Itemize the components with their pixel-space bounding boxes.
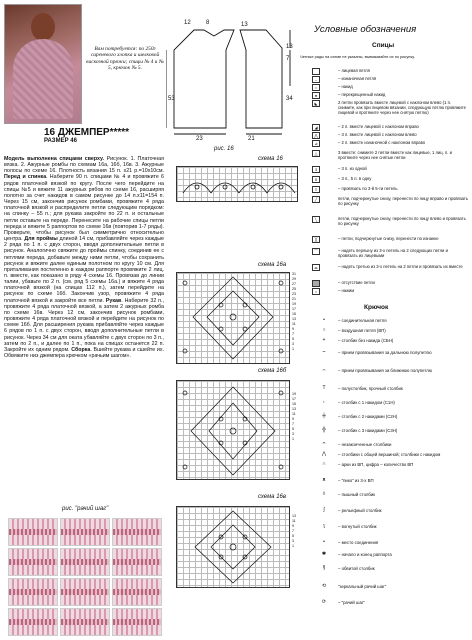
assembly-text: . Вшейте рукава и сшейте их. Обвяжите низ джемпера крючком «рачьим шагом». bbox=[4, 346, 164, 359]
model-head bbox=[31, 13, 55, 41]
legend-item: △ 3 вместе: снимите 2 петли вместе как лицевые, 1 лиц. п. и протяните через нее снятые петли bbox=[312, 150, 470, 162]
row-num: 9 bbox=[292, 417, 294, 421]
cluster-icon: ⋀ bbox=[321, 451, 327, 457]
crab-stitch-icon: ⟳ bbox=[321, 599, 327, 605]
mirror-crab-icon: ⟲ bbox=[321, 583, 327, 589]
purl-stitch-icon: – bbox=[312, 76, 320, 83]
figure-16-caption: рис. 16 bbox=[214, 146, 234, 152]
legend-item: ⌒ – надеть перлыну из 3-х петель на 2 следующих петли и провязать их лицевыми bbox=[314, 248, 448, 258]
row-num: 11 bbox=[292, 519, 296, 523]
row-num: 25 bbox=[292, 287, 296, 291]
row-num: 3 bbox=[292, 342, 294, 346]
repeat-marker-icon: ✱ bbox=[321, 551, 327, 557]
model-title: 16 ДЖЕМПЕР***** bbox=[44, 127, 130, 138]
treble-crochet-icon: ╪ bbox=[322, 413, 326, 419]
front-loop-icon: ⌢ bbox=[322, 367, 326, 373]
row-num: 5 bbox=[292, 534, 294, 538]
crab-step-9 bbox=[112, 578, 162, 606]
cable-right-icon: ╱ bbox=[312, 196, 320, 203]
crab-stitch-illustrations bbox=[4, 514, 164, 636]
cable-left-icon: ╲ bbox=[312, 216, 320, 223]
crab-step-6 bbox=[112, 548, 162, 576]
instructions-text bbox=[4, 156, 164, 359]
five-in-one-icon: 5 bbox=[312, 176, 320, 183]
sleeve-piece bbox=[240, 30, 282, 128]
crab-step-11 bbox=[60, 608, 110, 636]
row-num: 1 bbox=[292, 437, 294, 441]
double-crochet-icon: ₜ bbox=[323, 399, 325, 405]
ssk-left-icon: ◣ bbox=[312, 100, 320, 107]
crochet-item: ⌣ – прием провязывания за дальнюю полупетлю bbox=[316, 350, 470, 362]
model-sweater bbox=[13, 39, 73, 119]
row-num: 3 bbox=[292, 432, 294, 436]
join-point-icon: • bbox=[323, 539, 325, 545]
schema-16a-motifs bbox=[177, 273, 289, 363]
schema-16a-grid bbox=[176, 272, 290, 364]
dim-13-top: 13 bbox=[241, 22, 248, 28]
armhole-text: длиной 14 см, прибавляйте через каждые 2 ряда по 1 п. с двух сторон, вводя дополнительные петли в рисунок. Аналогично свяжите до проймы спинку, соединив ее с петлями переда, добавьте между ними петли, чтобы сохранить рисунок и вяжите далее единым полотном по кругу 10 см. Для приталивания постепенно в каждом раппорте провяжите 2 лиц. п. вместе, как показано в ряду 4 схемы 16. Провязав до линии талии, убавьте по 2 п. (см. ряд 5 схемы 16а.) и вяжите 4 ряда платочной вязкой (на спицах 112 п.), затем перейдите на рисунок по схеме 16б. Закончив узор, провяжите 4 ряда платочной вязкой и закройте все петли. bbox=[4, 236, 164, 304]
schema-16b-motifs bbox=[177, 381, 289, 479]
crab-step-12 bbox=[112, 608, 162, 636]
row-num: 9 bbox=[292, 524, 294, 528]
schema-16v-row-numbers bbox=[292, 514, 304, 549]
schema-16b-grid bbox=[176, 380, 290, 480]
legend-title: Условные обозначения bbox=[314, 24, 417, 35]
row-num: 5 bbox=[292, 337, 294, 341]
materials-note: Вам потребуется: по 250г сиреневого хлопка и шелковой вискозной пряжи; спицы № 4 и № 5, крючок № 5. bbox=[86, 46, 164, 72]
row-num: 13 bbox=[292, 317, 296, 321]
double-treble-icon: ╬ bbox=[322, 427, 326, 433]
crab-step-8 bbox=[60, 578, 110, 606]
intro-heading: Модель выполнена спицами сверху. bbox=[4, 156, 104, 162]
crab-step-2 bbox=[60, 518, 110, 546]
crab-step-1 bbox=[8, 518, 58, 546]
schema-16b-row-numbers bbox=[292, 392, 304, 442]
schema-16-grid bbox=[176, 166, 298, 202]
crab-step-5 bbox=[60, 548, 110, 576]
single-crochet-icon: + bbox=[322, 337, 326, 343]
dim-53: 53 bbox=[168, 96, 175, 102]
row-num: 19 bbox=[292, 302, 296, 306]
schema-16a-title: схема 16а bbox=[258, 262, 287, 268]
unfinished-stitches-icon: ᴖ bbox=[322, 441, 326, 447]
legend-item: ⌓ – надеть третью из 3-х петель на 2 петли и провязать их вместе bbox=[312, 264, 470, 276]
back-loop-icon: ⌣ bbox=[322, 349, 326, 355]
central-double-decrease-icon: △ bbox=[312, 150, 320, 157]
schema-16a-row-numbers bbox=[292, 272, 304, 352]
pattern-schematic bbox=[166, 16, 306, 146]
front-back-heading: Перед и спинка bbox=[4, 174, 47, 181]
knitting-legend-title: Спицы bbox=[372, 42, 395, 49]
legend-note: Четные ряды на схеме не указаны, вывязывайте их по рисунку. bbox=[300, 54, 415, 59]
three-from-one-icon: 3 bbox=[312, 166, 320, 173]
pass-over-icon: ⌒ bbox=[314, 249, 318, 254]
cable-purl-icon: ╳ bbox=[312, 236, 320, 243]
yarn-over-icon: ○ bbox=[312, 84, 320, 91]
crossed-yarn-over-icon: ᴥ bbox=[312, 92, 320, 99]
assembly-heading: Сборка bbox=[71, 346, 91, 353]
three-of-five-icon: ≡ bbox=[312, 186, 320, 193]
intro-text: Рисунок. 1. Платочная вязка. 2. Ажурные ромбы по схемам 16а, 16б, 16в. 3. Ажурные полосы по схеме 16. Плотность вязания 15 п. х21 р.=10х10см. bbox=[4, 156, 164, 175]
legend-item: ◣ 2 петли провязать вместе лицевой с наклоном влево (1 п. снимите, как при лицевом вязании, следующую петлю провяжите лицевой и протяните через нее снятую петлю) bbox=[312, 100, 470, 116]
third-over-icon: ⌓ bbox=[312, 264, 320, 271]
row-num: 15 bbox=[292, 312, 296, 316]
model-size: РАЗМЕР 46 bbox=[44, 138, 77, 144]
row-num: 7 bbox=[292, 422, 294, 426]
row-num: 9 bbox=[292, 327, 294, 331]
picot-icon: ᴥ bbox=[322, 477, 326, 483]
row-num: 31 bbox=[292, 272, 296, 276]
row-num: 11 bbox=[292, 322, 296, 326]
dim-34: 34 bbox=[286, 96, 293, 102]
row-num: 15 bbox=[292, 402, 296, 406]
crab-step-7 bbox=[8, 578, 58, 606]
row-num: 11 bbox=[292, 412, 296, 416]
legend-item: ╲ петли, подчеркнутые снизу, перенести по лицу влево и провязать по рисунку bbox=[312, 216, 470, 228]
knit-stitch-icon bbox=[312, 68, 320, 75]
row-num: 17 bbox=[292, 307, 296, 311]
puff-stitch-icon: ◊ bbox=[322, 491, 326, 497]
dim-21: 21 bbox=[248, 136, 255, 142]
body-piece bbox=[174, 30, 234, 128]
sleeve-text: . Наберите 32 п., провяжите 4 ряда платочной вязкой, а затем 2 ажурных ромба по схеме 16в. Через 12 см, закончив рисунок ромбами, провяжите 4 ряда платочной вязкой и перейдите на рисунок по схеме 16б. Для расширения рукава прибавляйте через каждые 6 рядов по 1 п. с двух сторон, вводя дополнительные петли в рисунок. Через 34 см для оката убавляйте с двух сторон по 3 п., затем по 2 п., и далее по 1 п., пока на спицах останется 22 п. Закройте их одним рядом. bbox=[4, 297, 164, 353]
sleeve-heading: Рукав bbox=[105, 297, 122, 304]
wrapped-stitch-icon: § bbox=[322, 565, 326, 571]
dim-23: 23 bbox=[196, 136, 203, 142]
row-num: 13 bbox=[292, 514, 296, 518]
chain-arch-icon: ∩ bbox=[322, 461, 326, 467]
armhole-heading: Для проймы bbox=[24, 236, 58, 243]
k2tog-right-icon: ◢ bbox=[312, 124, 320, 131]
dim-12: 12 bbox=[184, 20, 191, 26]
schema-16v-motifs bbox=[177, 507, 289, 587]
relief-stitch-icon: ʃ bbox=[323, 507, 325, 513]
crab-step-10 bbox=[8, 608, 58, 636]
legend-item: ╱ петли, подчеркнутые снизу, перенести по лицу вправо и провязать по рисунку bbox=[312, 196, 470, 208]
crab-step-4 bbox=[8, 548, 58, 576]
front-back-text: . Наберите 90 п. спицами № 4 и провяжите 6 рядов платочной вязкой по кругу. После чего перейдите на спицы №5 и вяжите 11 ажурных рябов по схеме 16, расширяя полотно за счет накидов в самом рисунке до 14 п.х11=154 п. Через 15 см, закончив рисунок ромбами, провяжите 4 ряда платочной вязкой и распределите петли следующим порядком: на спинку – 55 п.; для рукава закройте по 22 п. и остальные петли оставьте на переде. Перенесите на рабочие спицы петли переда и вяжите 5 раппортов по схеме 16в (повторив 1-7 ряды). Проверьте, чтобы рисунок был симметрично относительно центра. bbox=[4, 174, 164, 243]
crochet-legend-title: Крючок bbox=[364, 304, 389, 311]
row-num: 19 bbox=[292, 392, 296, 396]
row-num: 23 bbox=[292, 292, 296, 296]
row-num: 1 bbox=[292, 544, 294, 548]
dim-7: 7 bbox=[286, 56, 290, 62]
row-num: 7 bbox=[292, 332, 294, 336]
row-num: 13 bbox=[292, 407, 296, 411]
dim-8: 8 bbox=[206, 20, 210, 26]
schema-16v-title: схема 16в bbox=[258, 494, 286, 500]
schema-16b-title: схема 16б bbox=[258, 368, 287, 374]
row-num: 21 bbox=[292, 297, 296, 301]
schema-16-motifs bbox=[177, 167, 297, 201]
half-double-icon: T bbox=[322, 385, 326, 391]
dim-13-right: 13 bbox=[286, 44, 293, 50]
row-num: 7 bbox=[292, 529, 294, 533]
chain-icon: ○ bbox=[322, 327, 326, 333]
press-icon: • bbox=[312, 288, 320, 295]
no-stitch-icon bbox=[312, 280, 320, 287]
crab-stitch-caption: рис. "рачий шаг" bbox=[62, 506, 109, 512]
row-num: 27 bbox=[292, 282, 296, 286]
row-num: 3 bbox=[292, 539, 294, 543]
slip-stitch-icon: • bbox=[323, 317, 325, 323]
crab-step-3 bbox=[112, 518, 162, 546]
k3tog-left-icon: ⋀ bbox=[312, 132, 320, 139]
schema-16v-grid bbox=[176, 506, 290, 588]
row-num: 17 bbox=[292, 397, 296, 401]
row-num: 1 bbox=[292, 347, 294, 351]
model-photo bbox=[4, 4, 82, 124]
row-num: 5 bbox=[292, 427, 294, 431]
crochet-item: ⌢ – прием провязывания за ближнюю полупетлю bbox=[316, 368, 470, 380]
concave-stitch-icon: ʅ bbox=[323, 523, 325, 529]
schema-16-title: схема 16 bbox=[258, 156, 283, 162]
row-num: 29 bbox=[292, 277, 296, 281]
p2tog-right-icon: ⊿ bbox=[312, 140, 320, 147]
